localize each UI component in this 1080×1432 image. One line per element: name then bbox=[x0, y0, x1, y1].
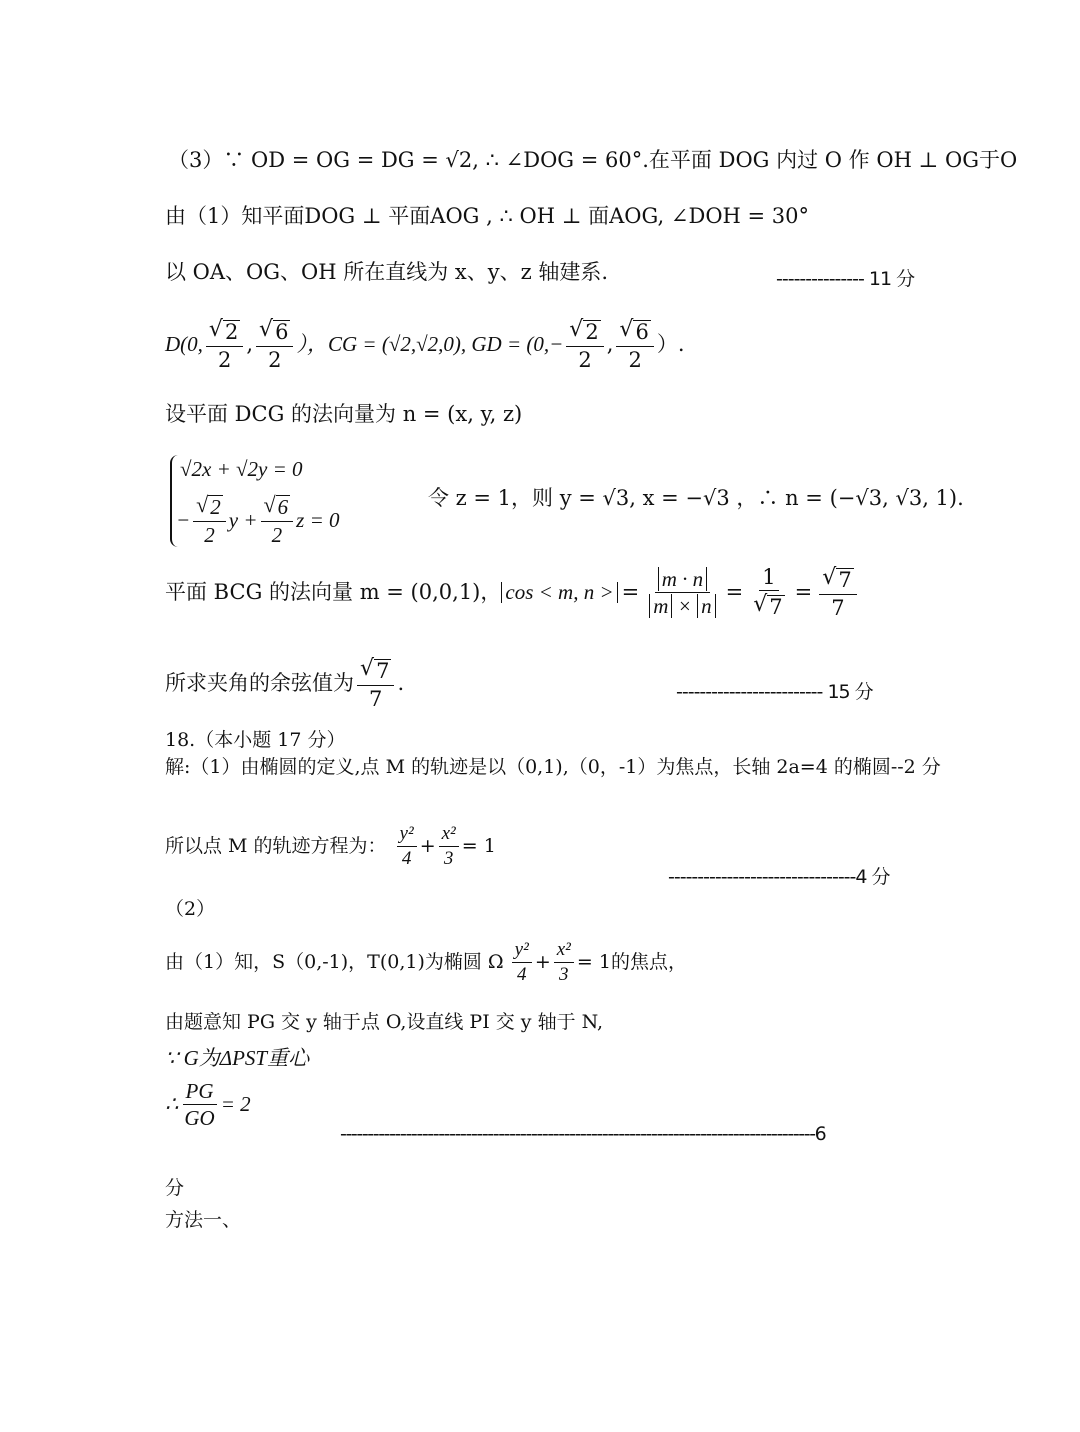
frac-sqrt6-over-2: √ 6 2 bbox=[256, 318, 293, 371]
q18-solution-1: 解:（1）由椭圆的定义,点 M 的轨迹是以（0,1),（0，-1）为焦点，长轴 2a=4 的椭圆--2 分 bbox=[165, 756, 941, 778]
part3-line2 bbox=[165, 206, 809, 227]
focus-line: 由（1）知，S（0,-1)，T(0,1)为椭圆 Ω $\frac{\text{y²}}{4}$ + $\frac{\text{x²}}{3}$ = 1 的焦点， bbox=[165, 939, 687, 985]
frac-sqrt2-over-2: √ 2 2 bbox=[206, 318, 243, 371]
score-6: ---------------------------------------------------------------------------------------6 bbox=[340, 1123, 826, 1145]
cos-abs: cos < m, n > bbox=[501, 582, 617, 603]
ratio-line: ∴ $\frac{PG}{GO}$ = 2 bbox=[165, 1079, 251, 1131]
sqrt6-value: 6 bbox=[275, 320, 289, 344]
coords-end: ）. bbox=[656, 332, 685, 357]
coords-mid: ），CG = (√2,√2,0), GD = (0,− bbox=[296, 332, 564, 357]
part3-line1-text: （3）∵ OD = OG = DG = √2, ∴ ∠DOG = 60°.在平面 DOG 内过 O 作 OH ⊥ OG于O bbox=[168, 148, 1018, 172]
answer-fraction: √ 7 7 bbox=[357, 657, 394, 710]
frac-sqrt6-over-2-b: √ 6 2 bbox=[616, 318, 653, 371]
method-one: 方法一、 bbox=[165, 1209, 242, 1231]
part-2-label: （2） bbox=[165, 898, 216, 920]
normal-vector-line: 设平面 DCG 的法向量为 n = (x, y, z) bbox=[165, 402, 523, 426]
score-4: --------------------------------4 分 bbox=[668, 866, 890, 888]
denominator-2b: 2 bbox=[268, 348, 282, 373]
part3-line1 bbox=[168, 150, 1017, 171]
equation-1: √2x + √2y = 0 bbox=[180, 457, 303, 481]
frac-sqrt2-over-2-b: √ 2 2 bbox=[566, 318, 603, 371]
one-over-sqrt7: 1 √ 7 bbox=[753, 565, 783, 620]
solve-line: 令 z = 1，则 y = √3, x = −√3 ，∴ n = (−√3, √3, 1). bbox=[428, 486, 964, 510]
score-11: --------------- 11 分 bbox=[776, 268, 915, 290]
cosine-line: 平面 BCG 的法向量 m = (0,0,1)， cos < m, n > = $\frac{m \cdot n}{m \times n}$ = 1 √ 7 = √ 7 7 bbox=[165, 566, 860, 619]
q18-title: 18.（本小题 17 分） bbox=[165, 729, 346, 751]
equation-2: − √ 2 2 y + √ 6 2 z = 0 bbox=[176, 492, 340, 548]
denominator-2: 2 bbox=[217, 348, 232, 373]
score-15: ------------------------- 15 分 bbox=[676, 681, 873, 703]
po-line: 由题意知 PG 交 y 轴于点 O,设直线 PI 交 y 轴于 N, bbox=[165, 1011, 604, 1033]
bcg-prefix: 平面 BCG 的法向量 m = (0,0,1)， bbox=[165, 580, 502, 605]
fen-label: 分 bbox=[165, 1177, 185, 1199]
coords-prefix: D(0, bbox=[165, 332, 203, 357]
ellipse-equation-line: 所以点 M 的轨迹方程为： $\frac{\text{y²}}{4}$ + $\frac{\text{x²}}{3}$ = 1 bbox=[165, 823, 496, 869]
coords-line: D(0, √ 2 2 , √ 6 2 ），CG = (√2,√2,0), GD = (0,− √ 2 2 , √ 6 2 ）. bbox=[165, 317, 685, 373]
sqrt7-over-7: √ 7 7 bbox=[819, 566, 856, 619]
part3-line3-text: 以 OA、OG、OH 所在直线为 x、y、z 轴建系. bbox=[165, 260, 609, 284]
part3-line3 bbox=[165, 262, 608, 283]
sqrt2-value: 2 bbox=[224, 320, 239, 344]
coords-sep: , bbox=[246, 332, 254, 357]
answer-line: 所求夹角的余弦值为 √ 7 7 . bbox=[165, 656, 405, 712]
part3-line2-text: 由（1）知平面DOG ⊥ 平面AOG , ∴ OH ⊥ 面AOG, ∠DOH = 30° bbox=[165, 204, 810, 228]
cos-fraction: $\frac{m \cdot n}{m \times n}$ bbox=[646, 568, 718, 617]
centroid-line: ∵ G为ΔPST重心 bbox=[165, 1046, 310, 1070]
